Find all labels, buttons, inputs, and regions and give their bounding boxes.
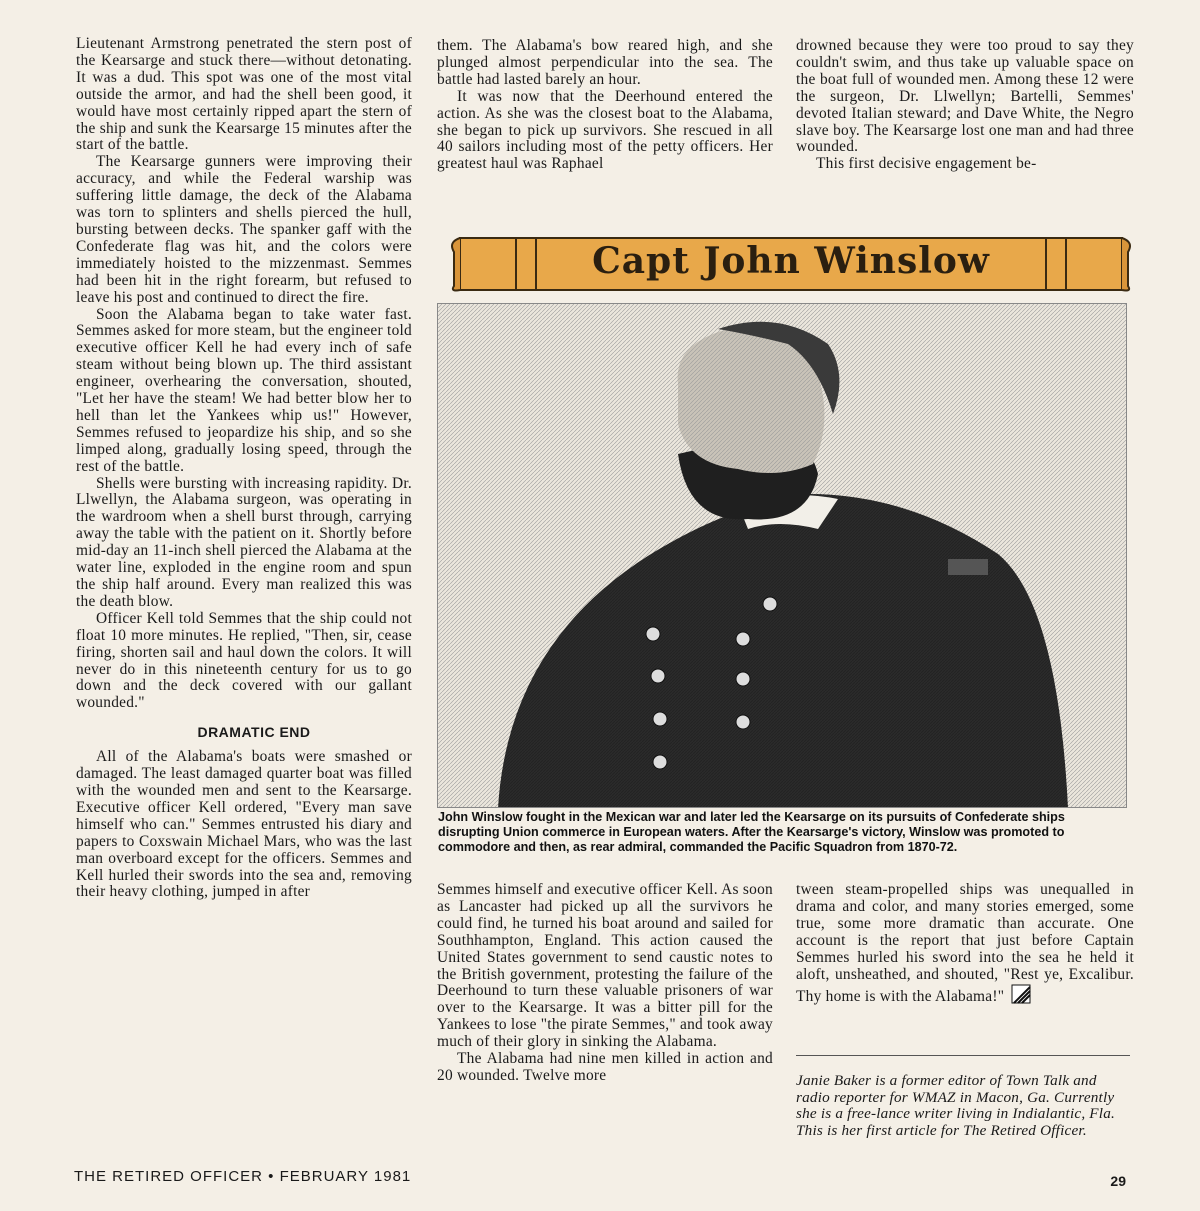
paragraph: Semmes himself and executive officer Kell. As soon as Lancaster had picked up all the survivors he could find, he turned his boat around and sailed for Southhampton, England. This action caused the United States government to send caustic notes to the British government, protesting the failure of the Deerhound to turn these valuable prisoners of war over to the Kearsarge. It was a bitter pill for the Yankees to lose "the pirate Semmes," and took away much of their glory in sinking the Alabama. xyxy=(437,881,773,1051)
engraving-illustration xyxy=(438,304,1127,808)
banner-title: Capt John Winslow xyxy=(592,240,990,282)
paragraph: It was now that the Deerhound entered the action. As she was the closest boat to the Alabama, she began to pick up survivors. She rescued in all 40 sailors including most of the petty officers. Her greatest haul was Raphael xyxy=(437,87,773,173)
paragraph: This first decisive engagement be- xyxy=(816,155,1037,173)
bio-divider xyxy=(796,1055,1130,1056)
paragraph: The Kearsarge gunners were improving their accuracy, and while the Federal warship was suffering little damage, the deck of the Alabama was torn to splinters and shells pierced the hull, bursting between decks. The spanker gaff with the Confederate flag was hit, and the colors were immediately hoisted to the mizzenmast. Semmes had been hit in the right forearm, but refused to leave his post and continued to direct the fire. xyxy=(76,153,412,306)
article-column-3-continued xyxy=(796,882,1134,1006)
article-column-3 xyxy=(796,38,1134,173)
paragraph: Lieutenant Armstrong penetrated the stern post of the Kearsarge and stuck there—without detonating. It was a dud. This spot was one of the most vital outside the armor, and had the shell been good, it would have most certainly ripped apart the stern of the ship and sunk the Kearsarge 15 minutes after the start of the battle. xyxy=(76,35,412,154)
paragraph: The Alabama had nine men killed in action and 20 wounded. Twelve more xyxy=(437,1050,773,1084)
paragraph: Soon the Alabama began to take water fast. Semmes asked for more steam, but the engineer told executive officer Kell he had every inch of safe steam without being blown up. The third assistant engineer, overhearing the conversation, shouted, "Let her have the steam! We had better blow her to hell than let the Yankees whip us!" However, Semmes refused to jeopardize his ship, and so she limped along, gradually losing speed, through the rest of the battle. xyxy=(76,305,412,475)
article-column-2-continued xyxy=(437,882,773,1085)
title-banner xyxy=(446,232,1136,296)
end-of-article-mark-icon xyxy=(1010,983,1032,1005)
photo-caption: John Winslow fought in the Mexican war and later led the Kearsarge on its pursuits of Confederate ships disrupting Union commerce in European waters. After the Kearsarge's victory, Winslow was promoted to commodore and then, as rear admiral, commanded the Pacific Squadron from 1870-72. xyxy=(438,810,1065,854)
paragraph xyxy=(796,882,1134,1006)
section-subhead: DRAMATIC END xyxy=(197,724,311,741)
author-bio: Janie Baker is a former editor of Town Talk and radio reporter for WMAZ in Macon, Ga. Currently she is a free-lance writer living in Indialantic, Fla. This is her first article for The Retired Officer. xyxy=(796,1072,1115,1139)
paragraph: Shells were bursting with increasing rapidity. Dr. Llwellyn, the Alabama surgeon, was operating in the wardroom when a shell burst through, carrying away the table with the patient on it. Shortly before mid-day an 11-inch shell pierced the Alabama at the water line, exploded in the engine room and spun the ship half around. Every man realized this was the death blow. xyxy=(76,474,412,610)
paragraph: them. The Alabama's bow reared high, and she plunged almost perpendicular into the sea. The battle had lasted barely an hour. xyxy=(437,37,773,88)
article-column-2 xyxy=(437,38,773,173)
publication-footer: THE RETIRED OFFICER • FEBRUARY 1981 xyxy=(74,1168,412,1185)
closing-paragraph-text: tween steam-propelled ships was unequalled in drama and color, and many stories emerged, some true, some more dramatic than accurate. One account is the report that just before Captain Semmes hurled his sword into the sea he held it aloft, unsheathed, and shouted, "Rest ye, Excalibur. Thy home is with the Alabama!" xyxy=(796,881,1134,1006)
page-number: 29 xyxy=(1110,1173,1126,1189)
paragraph: Officer Kell told Semmes that the ship could not float 10 more minutes. He replied, "Then, sir, cease firing, shorten sail and haul down the colors. It will never do in this nineteenth century for us to go down and the deck covered with our gallant wounded." xyxy=(76,609,412,712)
portrait-image xyxy=(437,303,1127,808)
article-column-1 xyxy=(76,36,412,901)
paragraph: All of the Alabama's boats were smashed or damaged. The least damaged quarter boat was filled with the wounded men and sent to the Kearsarge. Executive officer Kell ordered, "Every man save himself who can." Semmes entrusted his diary and papers to Coxswain Michael Mars, who was the last man overboard except for the officers. Semmes and Kell hurled their swords into the sea and, removing their heavy clothing, jumped in after xyxy=(76,748,412,901)
paragraph: drowned because they were too proud to say they couldn't swim, and thus take up valuable space on the boat full of wounded men. Among these 12 were the surgeon, Dr. Llwellyn; Bartelli, Semmes' devoted Italian steward; and Dave White, the Negro slave boy. The Kearsarge lost one man and had three wounded. xyxy=(796,37,1134,156)
